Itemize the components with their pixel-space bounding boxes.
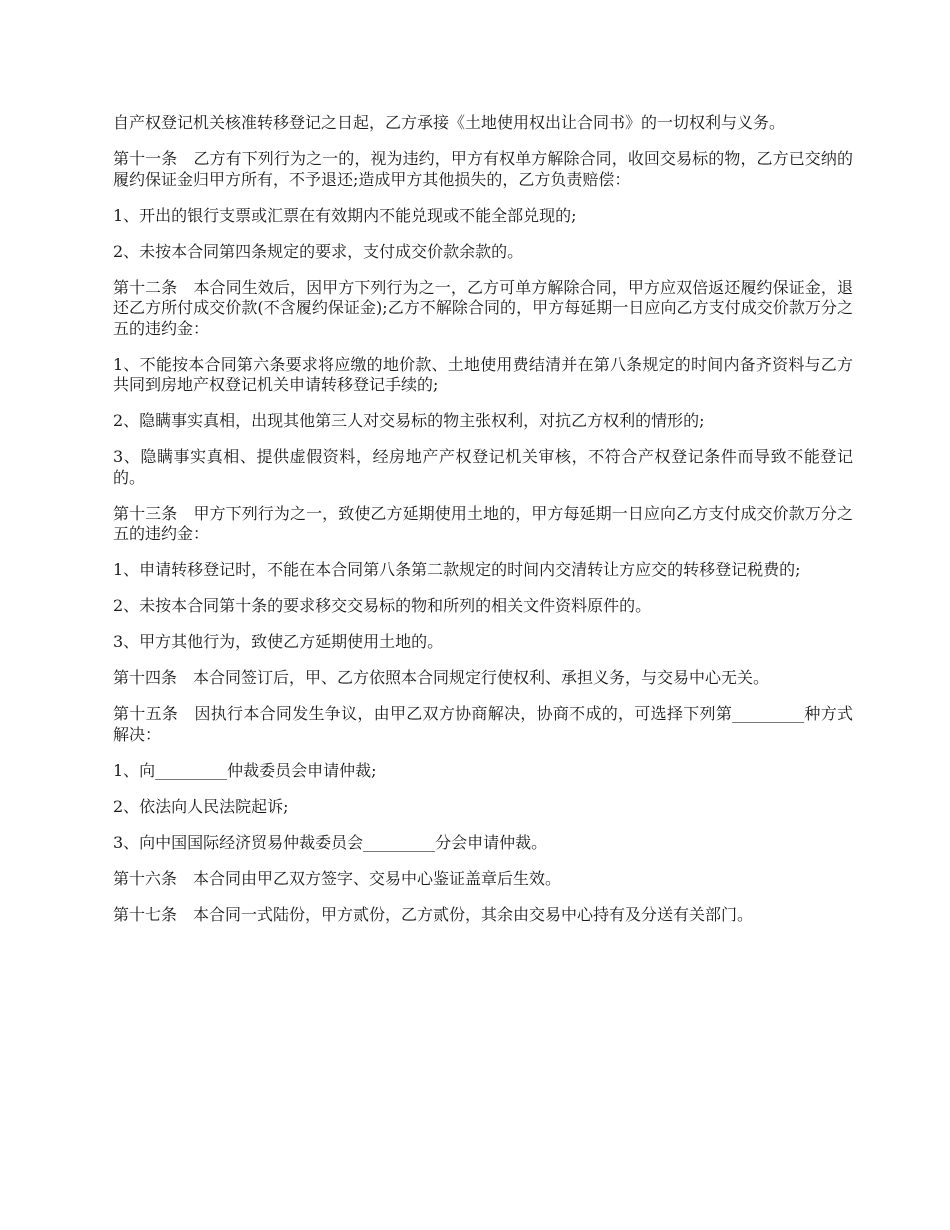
article-15-item-1: 1、向_________仲裁委员会申请仲裁; — [113, 760, 377, 780]
article-12-item-1: 1、不能按本合同第六条要求将应缴的地价款、土地使用费结清并在第八条规定的时间内备齐资料与乙方共同到房地产权登记机关申请转移登记手续的; — [113, 354, 853, 394]
article-17: 第十七条 本合同一式陆份，甲方贰份，乙方贰份，其余由交易中心持有及分送有关部门。 — [113, 904, 754, 924]
article-14: 第十四条 本合同签订后，甲、乙方依照本合同规定行使权利、承担义务，与交易中心无关。 — [113, 668, 770, 687]
article-11-item-2: 2、未按本合同第四条规定的要求，支付成交价款余款的。 — [113, 241, 524, 261]
article-13-item-1: 1、申请转移登记时，不能在本合同第八条第二款规定的时间内交清转让方应交的转移登记税费的; — [113, 560, 801, 579]
article-15: 第十五条 因执行本合同发生争议，由甲乙双方协商解决，协商不成的，可选择下列第_________种方式解决： — [113, 704, 853, 744]
article-15-item-3: 3、向中国国际经济贸易仲裁委员会_________分会申请仲裁。 — [113, 832, 548, 852]
article-11-item-1: 1、开出的银行支票或汇票在有效期内不能兑现或不能全部兑现的; — [113, 205, 577, 225]
article-12-item-2: 2、隐瞒事实真相，出现其他第三人对交易标的物主张权利，对抗乙方权利的情形的; — [113, 411, 705, 430]
article-11: 第十一条 乙方有下列行为之一的，视为违约，甲方有权单方解除合同，收回交易标的物，乙方已交纳的履约保证金归甲方所有，不予退还;造成甲方其他损失的，乙方负责赔偿： — [113, 149, 853, 189]
article-15-item-2: 2、依法向人民法院起诉; — [113, 796, 289, 816]
document-page — [113, 113, 853, 941]
article-12: 第十二条 本合同生效后，因甲方下列行为之一，乙方可单方解除合同，甲方应双倍返还履约保证金，退还乙方所付成交价款(不含履约保证金);乙方不解除合同的，甲方每延期一日应向乙方支付成交价款万分之五的违约金： — [113, 277, 853, 338]
article-12-item-3: 3、隐瞒事实真相、提供虚假资料，经房地产产权登记机关审核，不符合产权登记条件而导致不能登记的。 — [113, 447, 853, 487]
paragraph-transfer-rights: 自产权登记机关核准转移登记之日起，乙方承接《土地使用权出让合同书》的一切权利与义务。 — [113, 113, 786, 132]
article-13: 第十三条 甲方下列行为之一，致使乙方延期使用土地的，甲方每延期一日应向乙方支付成交价款万分之五的违约金： — [113, 503, 853, 543]
article-13-item-2: 2、未按本合同第十条的要求移交交易标的物和所列的相关文件资料原件的。 — [113, 596, 652, 615]
article-13-item-3: 3、甲方其他行为，致使乙方延期使用土地的。 — [113, 632, 444, 651]
article-16: 第十六条 本合同由甲乙双方签字、交易中心鉴证盖章后生效。 — [113, 868, 562, 888]
